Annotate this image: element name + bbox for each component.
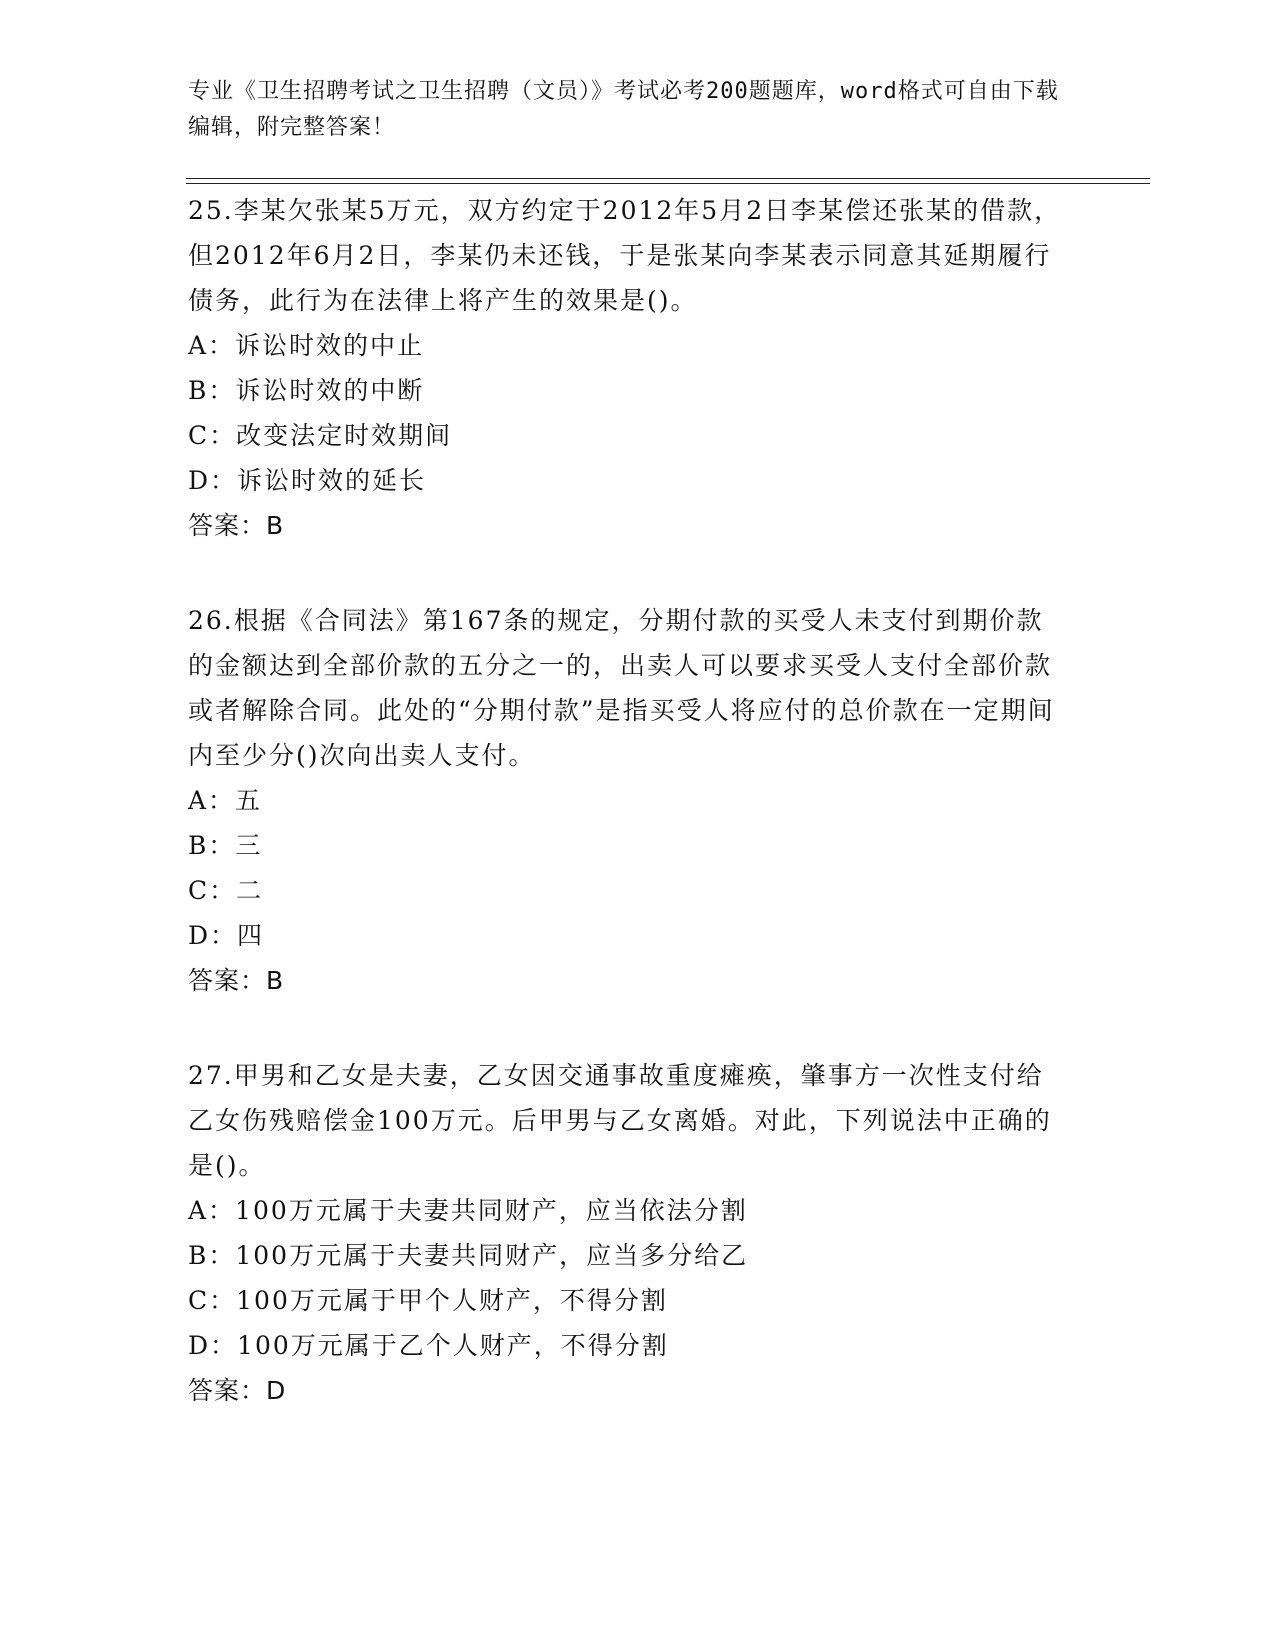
header-divider-top (186, 178, 1150, 179)
option-c: C：改变法定时效期间 (188, 421, 453, 450)
question-text: 26.根据《合同法》第167条的规定，分期付款的买受人未支付到期价款的金额达到全部价款的五分之一的，出卖人可以要求买受人支付全部价款或者解除合同。此处的“分期付款”是指买受人将应付的总价款在一定期间内至少分()次向出卖人支付。 (188, 606, 1055, 770)
option-a: A：五 (188, 786, 263, 815)
option-a: A：诉讼时效的中止 (188, 331, 425, 360)
header-divider-bottom (186, 183, 1150, 184)
header-title: 专业《卫生招聘考试之卫生招聘（文员）》考试必考200题题库，word格式可自由下载编辑，附完整答案！ (188, 79, 1059, 140)
option-d: D：诉讼时效的延长 (188, 466, 427, 495)
option-d: D：四 (188, 921, 265, 950)
question-26 (188, 598, 1068, 1003)
answer-line: 答案：D (188, 1376, 287, 1405)
option-b: B：诉讼时效的中断 (188, 376, 425, 405)
question-25 (188, 188, 1068, 548)
option-b: B：100万元属于夫妻共同财产，应当多分给乙 (188, 1241, 749, 1270)
document-header (188, 74, 1068, 146)
question-text: 27.甲男和乙女是夫妻，乙女因交通事故重度瘫痪，肇事方一次性支付给乙女伤残赔偿金100万元。后甲男与乙女离婚。对此，下列说法中正确的是()。 (188, 1061, 1052, 1180)
option-c: C：二 (188, 876, 264, 905)
question-text: 25.李某欠张某5万元，双方约定于2012年5月2日李某偿还张某的借款，但2012年6月2日，李某仍未还钱，于是张某向李某表示同意其延期履行债务，此行为在法律上将产生的效果是()。 (188, 196, 1062, 315)
option-b: B：三 (188, 831, 263, 860)
answer-line: 答案：B (188, 966, 285, 995)
option-d: D：100万元属于乙个人财产，不得分割 (188, 1331, 669, 1360)
question-27 (188, 1053, 1068, 1413)
option-c: C：100万元属于甲个人财产，不得分割 (188, 1286, 668, 1315)
answer-line: 答案：B (188, 511, 285, 540)
option-a: A：100万元属于夫妻共同财产，应当依法分割 (188, 1196, 748, 1225)
